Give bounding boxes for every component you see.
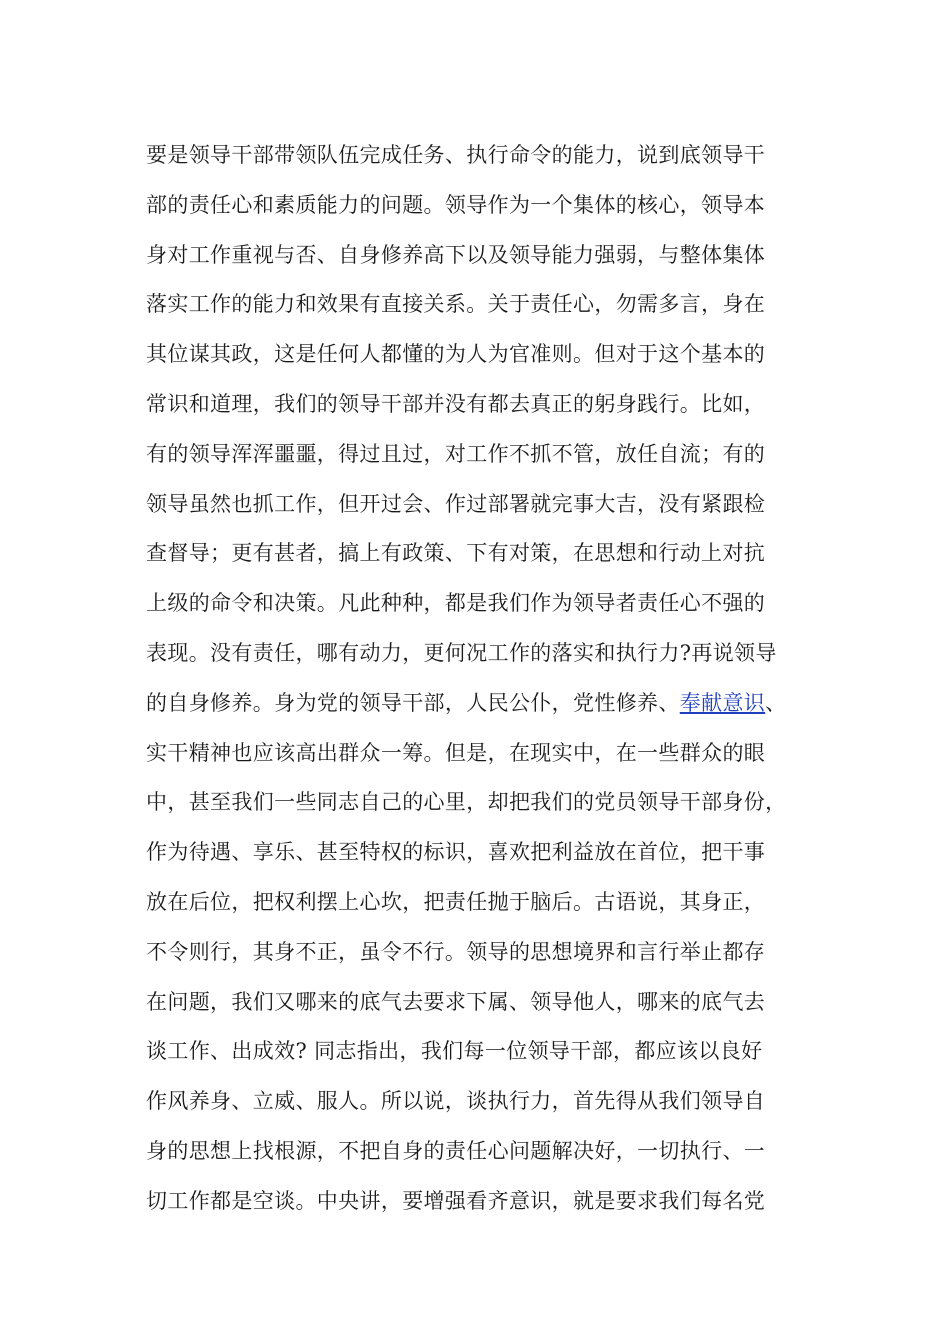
text-line-with-link (146, 679, 806, 729)
text-line: 上级的命令和决策。凡此种种，都是我们作为领导者责任心不强的 (146, 591, 766, 616)
text-line: 在问题，我们又哪来的底气去要求下属、领导他人，哪来的底气去 (146, 989, 766, 1014)
text-segment: 的自身修养。身为党的领导干部，人民公仆，党性修养、 (146, 690, 680, 715)
text-line: 切工作都是空谈。中央讲，要增强看齐意识，就是要求我们每名党 (146, 1188, 766, 1213)
text-line: 常识和道理，我们的领导干部并没有都去真正的躬身践行。比如， (146, 391, 766, 416)
text-segment: 、 (765, 690, 787, 715)
text-line: 查督导；更有甚者，搞上有政策、下有对策，在思想和行动上对抗 (146, 541, 766, 566)
text-line: 作为待遇、享乐、甚至特权的标识，喜欢把利益放在首位，把干事 (146, 840, 766, 865)
text-line: 实干精神也应该高出群众一筹。但是，在现实中，在一些群众的眼 (146, 740, 766, 765)
text-line: 要是领导干部带领队伍完成任务、执行命令的能力，说到底领导干 (146, 143, 766, 167)
text-line: 不令则行，其身不正，虽令不行。领导的思想境界和言行举止都存 (146, 939, 766, 964)
text-line: 落实工作的能力和效果有直接关系。关于责任心，勿需多言，身在 (146, 292, 766, 317)
text-line: 其位谋其政，这是任何人都懂的为人为官准则。但对于这个基本的 (146, 342, 766, 367)
text-line: 领导虽然也抓工作，但开过会、作过部署就完事大吉，没有紧跟检 (146, 491, 766, 516)
text-line: 有的领导浑浑噩噩，得过且过，对工作不抓不管，放任自流；有的 (146, 441, 766, 466)
text-line: 身的思想上找根源，不把自身的责任心问题解决好，一切执行、一 (146, 1138, 766, 1163)
text-line: 放在后位，把权利摆上心坎，把责任抛于脑后。古语说，其身正， (146, 889, 766, 914)
text-line: 表现。没有责任，哪有动力，更何况工作的落实和执行力?再说领导 (146, 640, 777, 665)
text-line: 谈工作、出成效? 同志指出，我们每一位领导干部，都应该以良好 (146, 1039, 763, 1064)
text-line: 中，甚至我们一些同志自己的心里，却把我们的党员领导干部身份， (146, 790, 787, 815)
body-text (146, 131, 806, 1227)
dedication-awareness-link[interactable]: 奉献意识 (679, 690, 766, 715)
text-line: 身对工作重视与否、自身修养高下以及领导能力强弱，与整体集体 (146, 242, 766, 267)
text-line: 作风养身、立威、服人。所以说，谈执行力，首先得从我们领导自 (146, 1089, 766, 1114)
text-line: 部的责任心和素质能力的问题。领导作为一个集体的核心，领导本 (146, 192, 766, 217)
